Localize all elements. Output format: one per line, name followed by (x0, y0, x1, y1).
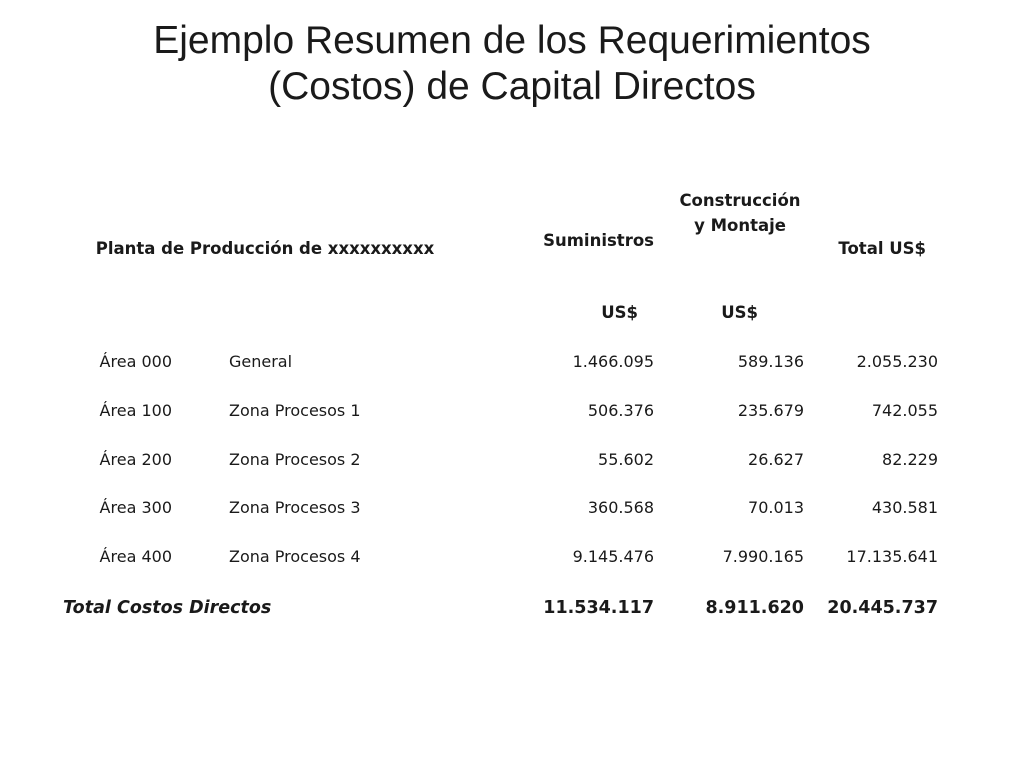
header-plant: Planta de Producción de xxxxxxxxxx (95, 239, 435, 258)
row-zone: General (229, 352, 293, 371)
row-supplies: 506.376 (587, 401, 654, 420)
row-zone: Zona Procesos 4 (229, 547, 361, 566)
row-construction: 589.136 (737, 352, 804, 371)
header-construction-unit: US$ (721, 303, 758, 322)
totals-total: 20.445.737 (827, 598, 938, 618)
slide-title-line-1: Ejemplo Resumen de los Requerimientos (153, 19, 871, 62)
header-total: Total US$ (838, 239, 926, 258)
slide-title (0, 18, 1024, 110)
row-zone: Zona Procesos 1 (229, 401, 361, 420)
row-construction: 26.627 (748, 450, 804, 469)
row-zone: Zona Procesos 3 (229, 498, 361, 517)
slide-title-line-2: (Costos) de Capital Directos (268, 65, 756, 108)
header-construction-line-2: y Montaje (694, 216, 786, 235)
row-supplies: 1.466.095 (572, 352, 654, 371)
row-area: Área 300 (99, 498, 172, 517)
header-supplies-unit: US$ (601, 303, 638, 322)
row-area: Área 200 (99, 450, 172, 469)
row-total: 82.229 (882, 450, 938, 469)
header-construction (660, 188, 820, 238)
row-area: Área 100 (99, 401, 172, 420)
row-construction: 235.679 (737, 401, 804, 420)
header-construction-line-1: Construcción (679, 191, 801, 210)
header-supplies: Suministros (543, 231, 654, 250)
row-zone: Zona Procesos 2 (229, 450, 361, 469)
row-construction: 7.990.165 (722, 547, 804, 566)
row-total: 430.581 (871, 498, 938, 517)
row-total: 742.055 (871, 401, 938, 420)
row-area: Área 400 (99, 547, 172, 566)
row-construction: 70.013 (748, 498, 804, 517)
row-supplies: 9.145.476 (572, 547, 654, 566)
row-supplies: 360.568 (587, 498, 654, 517)
totals-label: Total Costos Directos (63, 598, 272, 618)
row-area: Área 000 (99, 352, 172, 371)
row-supplies: 55.602 (598, 450, 654, 469)
row-total: 17.135.641 (846, 547, 938, 566)
row-total: 2.055.230 (856, 352, 938, 371)
totals-construction: 8.911.620 (705, 598, 804, 618)
totals-supplies: 11.534.117 (543, 598, 654, 618)
